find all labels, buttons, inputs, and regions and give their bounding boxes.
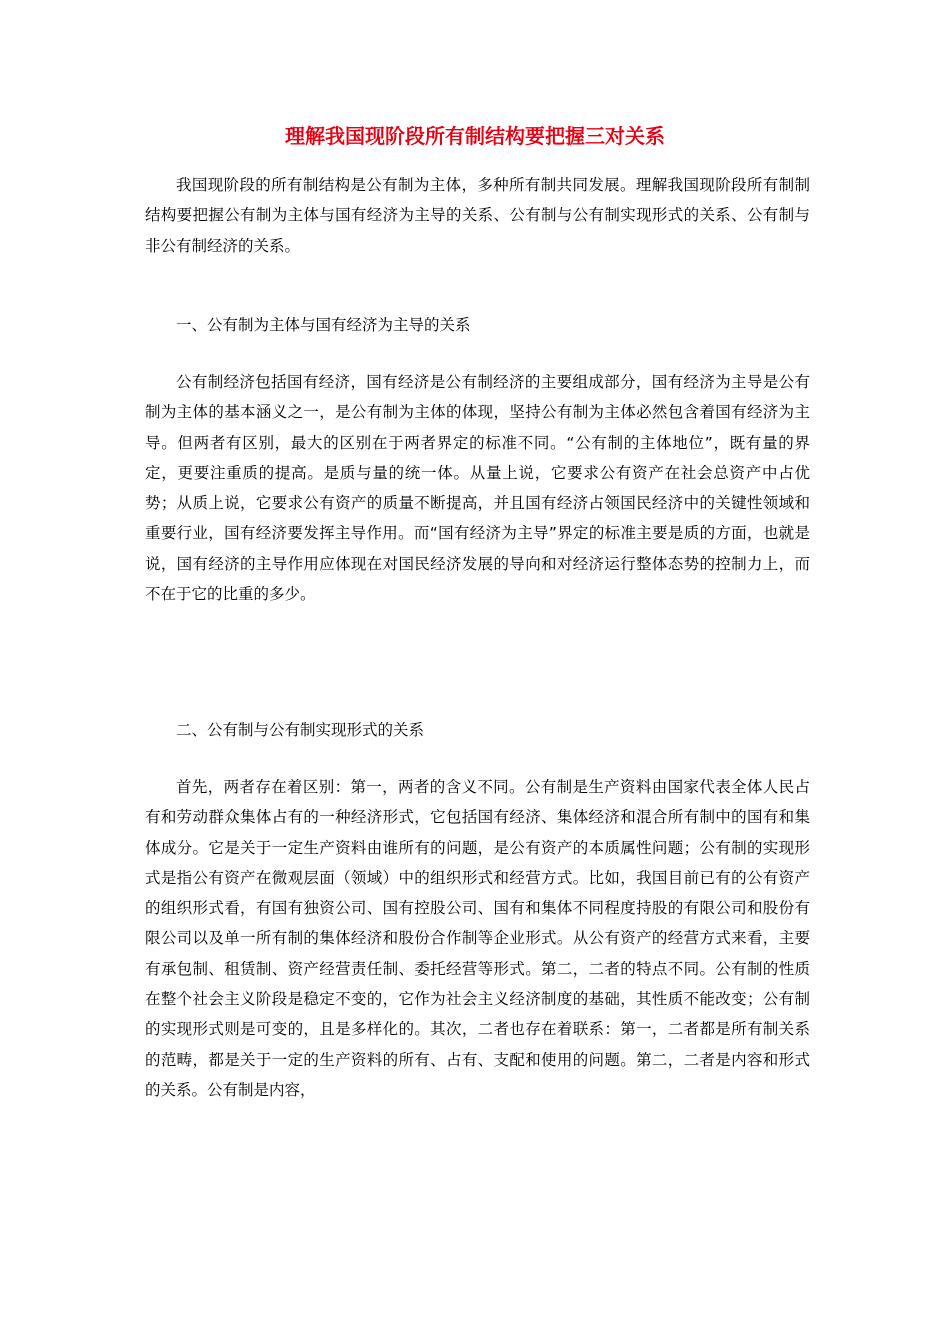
document-title: 理解我国现阶段所有制结构要把握三对关系 — [285, 124, 665, 148]
section2-heading: 二、公有制与公有制实现形式的关系 — [176, 721, 425, 739]
intro-paragraph: 我国现阶段的所有制结构是公有制为主体，多种所有制共同发展。理解我国现阶段所有制制结构要把握公有制为主体与国有经济为主导的关系、公有制与公有制实现形式的关系、公有制与非公有制经济的关系。 — [145, 176, 810, 255]
section1-paragraph: 公有制经济包括国有经济，国有经济是公有制经济的主要组成部分，国有经济为主导是公有制为主体的基本涵义之一，是公有制为主体的体现，坚持公有制为主体必然包含着国有经济为主导。但两者有区别，最大的区别在于两者界定的标准不同。“公有制的主体地位”，既有量的界定，更要注重质的提高。是质与量的统一体。从量上说，它要求公有资产在社会总资产中占优势；从质上说，它要求公有资产的质量不断提高，并且国有经济占领国民经济中的关键性领域和重要行业，国有经济要发挥主导作用。而“国有经济为主导”界定的标准主要是质的方面，也就是说，国有经济的主导作用应体现在对国民经济发展的导向和对经济运行整体态势的控制力上，而不在于它的比重的多少。 — [145, 373, 810, 604]
section2-paragraph: 首先，两者存在着区别：第一，两者的含义不同。公有制是生产资料由国家代表全体人民占有和劳动群众集体占有的一种经济形式，它包括国有经济、集体经济和混合所有制中的国有和集体成分。它是关于一定生产资料由谁所有的问题，是公有资产的本质属性问题；公有制的实现形式是指公有资产在微观层面（领域）中的组织形式和经营方式。比如，我国目前已有的公有资产的组织形式看，有国有独资公司、国有控股公司、国有和集体不同程度持股的有限公司和股份有限公司以及单一所有制的集体经济和股份合作制等企业形式。从公有资产的经营方式来看，主要有承包制、租赁制、资产经营责任制、委托经营等形式。第二，二者的特点不同。公有制的性质在整个社会主义阶段是稳定不变的，它作为社会主义经济制度的基础，其性质不能改变；公有制的实现形式则是可变的，且是多样化的。其次，二者也存在着联系：第一，二者都是所有制关系的范畴，都是关于一定的生产资料的所有、占有、支配和使用的问题。第二，二者是内容和形式的关系。公有制是内容， — [145, 778, 810, 1099]
section1-heading: 一、公有制为主体与国有经济为主导的关系 — [176, 316, 471, 334]
